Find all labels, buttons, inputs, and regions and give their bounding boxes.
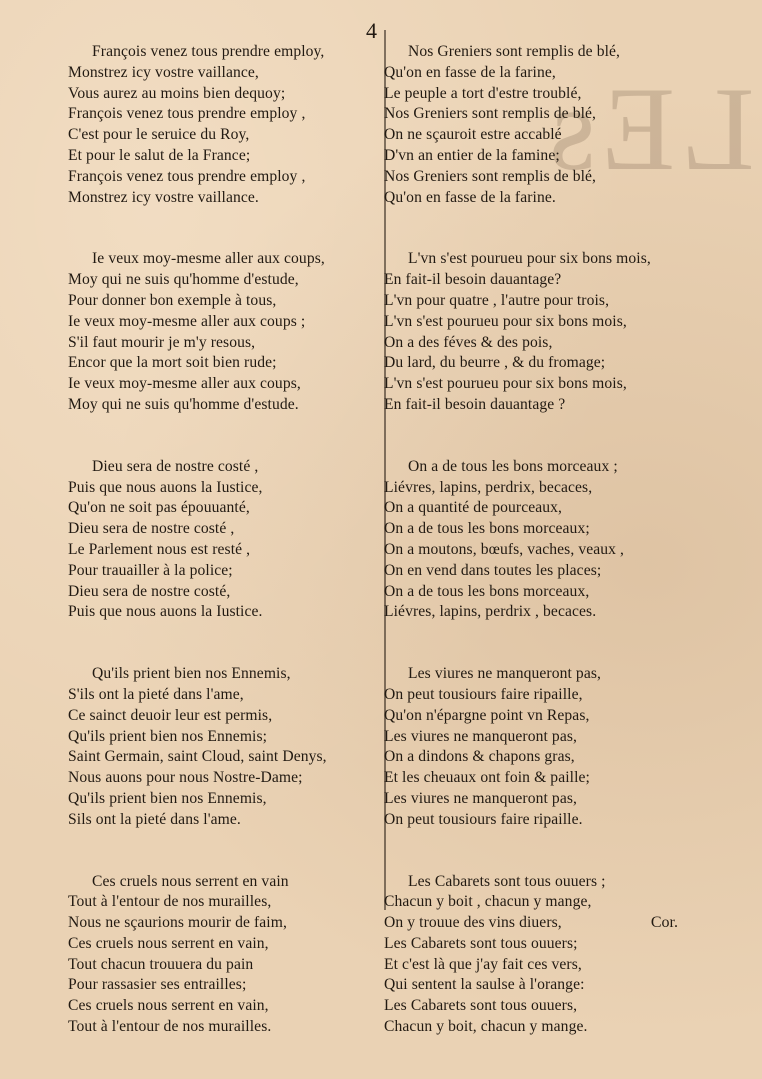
verse-line: Puis que nous auons la Iustice, [68, 478, 263, 496]
verse-line: Nous auons pour nous Nostre-Dame; [68, 769, 303, 787]
verse-line: On en vend dans toutes les places; [384, 561, 602, 579]
stanza [68, 249, 378, 415]
verse-line: Nos Greniers sont remplis de blé, [408, 43, 621, 60]
verse-line: Ce sainct deuoir leur est permis, [68, 706, 273, 724]
verse-line: Ces cruels nous serrent en vain, [68, 934, 269, 952]
verse-line: Tout à l'entour de nos murailles. [68, 1018, 272, 1036]
verse-line: Dieu sera de nostre costé , [68, 520, 235, 538]
verse-line: S'il faut mourir je m'y resous, [68, 333, 256, 351]
verse-line: On peut tousiours faire ripaille. [384, 810, 583, 828]
verse-line: On a moutons, bœufs, vaches, veaux , [384, 540, 625, 558]
verse-line: Les viures ne manqueront pas, [408, 665, 602, 683]
verse-line: L'vn s'est pourueu pour six bons mois, [408, 250, 651, 268]
verse-line: Sils ont la pieté dans l'ame. [68, 810, 241, 828]
verse-line: Et c'est là que j'ay fait ces vers, [384, 955, 582, 973]
stanza [384, 457, 704, 623]
verse-line: Tout à l'entour de nos murailles, [68, 893, 272, 911]
verse-line: Moy qui ne suis qu'homme d'estude, [68, 271, 299, 289]
verse-line: On a dindons & chapons gras, [384, 748, 575, 766]
stanza [68, 872, 378, 1038]
verse-line: On a de tous les bons morceaux; [384, 520, 590, 538]
verse-line: Encor que la mort soit bien rude; [68, 354, 277, 372]
verse-line: Puis que nous auons la Iustice. [68, 603, 263, 621]
verse-line: Nous ne sçaurions mourir de faim, [68, 914, 287, 932]
verse-line: Pour donner bon exemple à tous, [68, 291, 277, 309]
verse-line: Chacun y boit , chacun y mange, [384, 893, 592, 911]
verse-line: Dieu sera de nostre costé , [92, 457, 259, 475]
verse-line: François venez tous prendre employ , [68, 167, 306, 185]
verse-line: On a de tous les bons morceaux, [384, 582, 590, 600]
verse-line: Qu'on ne soit pas épouuanté, [68, 499, 250, 517]
verse-line: Et pour le salut de la France; [68, 146, 251, 164]
stanza [68, 42, 378, 208]
verse-line: Qu'ils prient bien nos Ennemis, [68, 789, 267, 807]
verse-line: Qu'ils prient bien nos Ennemis; [68, 727, 268, 745]
verse-line: Le peuple a tort d'estre troublé, [384, 84, 582, 102]
verse-line: Liévres, lapins, perdrix , becaces. [384, 603, 597, 621]
verse-line: D'vn an entier de la famine; [384, 146, 560, 164]
stanza [68, 664, 378, 830]
verse-line: On a de tous les bons morceaux ; [408, 457, 618, 475]
verse-line: Chacun y boit, chacun y mange. [384, 1018, 588, 1036]
stanza [384, 249, 704, 415]
verse-line: Ces cruels nous serrent en vain [92, 872, 289, 890]
left-column [68, 42, 378, 1079]
verse-line: On peut tousiours faire ripaille, [384, 685, 583, 703]
verse-line: Nos Greniers sont remplis de blé, [384, 105, 597, 123]
verse-line: On ne sçauroit estre accablé [384, 126, 562, 144]
verse-line: Les Cabarets sont tous ouuers ; [408, 872, 606, 890]
verse-line: Dieu sera de nostre costé, [68, 582, 231, 600]
verse-line: En fait-il besoin dauantage? [384, 271, 562, 289]
verse-line: Pour rassasier ses entrailles; [68, 976, 247, 994]
stanza [384, 42, 704, 208]
verse-line: Saint Germain, saint Cloud, saint Denys, [68, 748, 327, 766]
verse-line: Liévres, lapins, perdrix, becaces, [384, 478, 593, 496]
verse-line: Monstrez icy vostre vaillance, [68, 63, 259, 81]
verse-line: C'est pour le seruice du Roy, [68, 126, 250, 144]
show-through-bleed: LEs [542, 62, 754, 195]
verse-line: Les Cabarets sont tous ouuers, [384, 997, 578, 1015]
verse-line: François venez tous prendre employ , [68, 105, 306, 123]
verse-line: Qu'on en fasse de la farine, [384, 63, 556, 81]
verse-line: Tout chacun trouuera du pain [68, 955, 254, 973]
stanza [384, 664, 704, 830]
verse-line: Ie veux moy-mesme aller aux coups ; [68, 312, 306, 330]
verse-line: Nos Greniers sont remplis de blé, [384, 167, 597, 185]
verse-line: On a des féves & des pois, [384, 333, 553, 351]
verse-line: François venez tous prendre employ, [92, 43, 325, 60]
verse-line: Moy qui ne suis qu'homme d'estude. [68, 395, 299, 413]
verse-line: S'ils ont la pieté dans l'ame, [68, 685, 244, 703]
stanza [384, 872, 704, 1038]
verse-line: Les viures ne manqueront pas, [384, 727, 578, 745]
verse-line: Ie veux moy-mesme aller aux coups, [68, 375, 301, 393]
verse-line: Ces cruels nous serrent en vain, [68, 997, 269, 1015]
verse-line: On y trouue des vins diuers, [384, 914, 562, 932]
verse-line: Qu'on en fasse de la farine. [384, 188, 556, 206]
verse-line: Pour trauailler à la police; [68, 561, 233, 579]
catchword: Cor. [650, 914, 678, 931]
verse-line: Et les cheuaux ont foin & paille; [384, 769, 590, 787]
verse-line: On a quantité de pourceaux, [384, 499, 563, 517]
verse-line: Les Cabarets sont tous ouuers; [384, 934, 578, 952]
stanza [68, 457, 378, 623]
verse-line: Ie veux moy-mesme aller aux coups, [92, 250, 325, 268]
page-number: 4 [366, 18, 377, 43]
verse-line: Monstrez icy vostre vaillance. [68, 188, 259, 206]
verse-line: Les viures ne manqueront pas, [384, 789, 578, 807]
verse-line: L'vn s'est pourueu pour six bons mois, [384, 312, 627, 330]
verse-line: L'vn s'est pourueu pour six bons mois, [384, 375, 627, 393]
verse-line: Qu'on n'épargne point vn Repas, [384, 706, 590, 724]
verse-line: Le Parlement nous est resté , [68, 540, 251, 558]
verse-line: Qu'ils prient bien nos Ennemis, [92, 665, 291, 683]
verse-line: Du lard, du beurre , & du fromage; [384, 354, 606, 372]
verse-line: Qui sentent la saulse à l'orange: [384, 976, 585, 994]
verse-line: L'vn pour quatre , l'autre pour trois, [384, 291, 610, 309]
verse-line: En fait-il besoin dauantage ? [384, 395, 566, 413]
verse-line: Vous aurez au moins bien dequoy; [68, 84, 286, 102]
